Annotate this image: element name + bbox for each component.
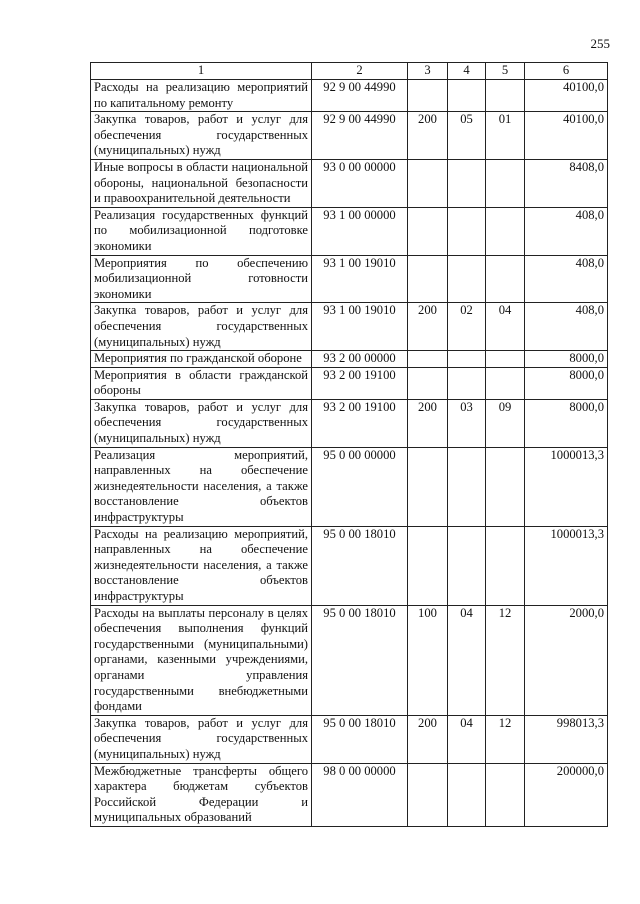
row-col5: [486, 351, 525, 368]
row-col3: 100: [408, 605, 448, 715]
row-col3: 200: [408, 715, 448, 763]
row-name: Закупка товаров, работ и услуг для обеспечения государственных (муниципальных) нужд: [91, 112, 312, 160]
row-col3: 200: [408, 112, 448, 160]
table-row: [91, 367, 608, 399]
row-name: Межбюджетные трансферты общего характера бюджетам субъектов Российской Федерации и муниципальных образований: [91, 763, 312, 826]
row-col4: 04: [448, 715, 486, 763]
row-amount: 998013,3: [525, 715, 608, 763]
row-name: Реализация мероприятий, направленных на обеспечение жизнедеятельности населения, а также восстановление объектов инфраструктуры: [91, 447, 312, 526]
row-col4: [448, 367, 486, 399]
header-row: [91, 63, 608, 80]
row-col4: [448, 526, 486, 605]
column-header-3: 3: [408, 63, 448, 80]
table-row: [91, 303, 608, 351]
row-name: Расходы на реализацию мероприятий по капитальному ремонту: [91, 80, 312, 112]
row-col5: [486, 207, 525, 255]
row-amount: 408,0: [525, 303, 608, 351]
row-amount: 408,0: [525, 255, 608, 303]
row-amount: 40100,0: [525, 112, 608, 160]
row-col4: 04: [448, 605, 486, 715]
row-col3: [408, 255, 448, 303]
row-code: 92 9 00 44990: [312, 112, 408, 160]
row-col4: [448, 351, 486, 368]
row-code: 95 0 00 00000: [312, 447, 408, 526]
row-col5: [486, 526, 525, 605]
row-col5: [486, 159, 525, 207]
table-row: [91, 351, 608, 368]
table-row: [91, 80, 608, 112]
row-code: 93 1 00 00000: [312, 207, 408, 255]
table-row: [91, 763, 608, 826]
row-code: 93 1 00 19010: [312, 255, 408, 303]
row-col4: [448, 207, 486, 255]
row-name: Мероприятия по обеспечению мобилизационной готовности экономики: [91, 255, 312, 303]
row-amount: 8000,0: [525, 399, 608, 447]
row-name: Иные вопросы в области национальной обороны, национальной безопасности и правоохранительной деятельности: [91, 159, 312, 207]
row-col4: 05: [448, 112, 486, 160]
table-row: [91, 605, 608, 715]
page-number: 255: [590, 36, 610, 51]
row-amount: 8408,0: [525, 159, 608, 207]
row-amount: 1000013,3: [525, 526, 608, 605]
row-amount: 8000,0: [525, 367, 608, 399]
row-name: Мероприятия в области гражданской обороны: [91, 367, 312, 399]
row-col5: 04: [486, 303, 525, 351]
row-name: Закупка товаров, работ и услуг для обеспечения государственных (муниципальных) нужд: [91, 399, 312, 447]
row-code: 93 2 00 00000: [312, 351, 408, 368]
row-col5: [486, 367, 525, 399]
row-col5: [486, 255, 525, 303]
column-header-6: 6: [525, 63, 608, 80]
table-row: [91, 526, 608, 605]
budget-table: [90, 62, 608, 827]
table-row: [91, 159, 608, 207]
row-name: Закупка товаров, работ и услуг для обеспечения государственных (муниципальных) нужд: [91, 303, 312, 351]
row-code: 95 0 00 18010: [312, 715, 408, 763]
row-name: Закупка товаров, работ и услуг для обеспечения государственных (муниципальных) нужд: [91, 715, 312, 763]
row-col3: [408, 447, 448, 526]
row-col3: 200: [408, 399, 448, 447]
row-code: 93 0 00 00000: [312, 159, 408, 207]
row-code: 98 0 00 00000: [312, 763, 408, 826]
table-row: [91, 112, 608, 160]
row-amount: 2000,0: [525, 605, 608, 715]
row-col4: [448, 80, 486, 112]
row-col5: [486, 447, 525, 526]
row-code: 93 2 00 19100: [312, 367, 408, 399]
table-row: [91, 447, 608, 526]
row-col5: 12: [486, 605, 525, 715]
row-code: 93 1 00 19010: [312, 303, 408, 351]
row-col3: [408, 80, 448, 112]
row-name: Расходы на реализацию мероприятий, направленных на обеспечение жизнедеятельности населения, а также восстановление объектов инфраструктуры: [91, 526, 312, 605]
row-col3: [408, 526, 448, 605]
row-name: Реализация государственных функций по мобилизационной подготовке экономики: [91, 207, 312, 255]
row-amount: 1000013,3: [525, 447, 608, 526]
column-header-2: 2: [312, 63, 408, 80]
row-col4: [448, 255, 486, 303]
row-name: Мероприятия по гражданской обороне: [91, 351, 312, 368]
row-col4: [448, 159, 486, 207]
row-col3: [408, 763, 448, 826]
row-col5: 01: [486, 112, 525, 160]
row-amount: 200000,0: [525, 763, 608, 826]
row-col4: [448, 763, 486, 826]
table-body: [91, 63, 608, 827]
row-code: 92 9 00 44990: [312, 80, 408, 112]
row-amount: 408,0: [525, 207, 608, 255]
column-header-1: 1: [91, 63, 312, 80]
row-amount: 8000,0: [525, 351, 608, 368]
row-code: 95 0 00 18010: [312, 605, 408, 715]
row-code: 95 0 00 18010: [312, 526, 408, 605]
row-col3: [408, 159, 448, 207]
row-col5: [486, 80, 525, 112]
row-col5: 12: [486, 715, 525, 763]
row-col3: 200: [408, 303, 448, 351]
table-row: [91, 399, 608, 447]
column-header-4: 4: [448, 63, 486, 80]
table-row: [91, 207, 608, 255]
row-col3: [408, 207, 448, 255]
row-col4: 02: [448, 303, 486, 351]
row-col5: 09: [486, 399, 525, 447]
row-name: Расходы на выплаты персоналу в целях обеспечения выполнения функций государственными (муниципальными) органами, казенными учреждениями, органами управления государственными внебюджетными фондами: [91, 605, 312, 715]
row-col3: [408, 351, 448, 368]
row-col3: [408, 367, 448, 399]
row-code: 93 2 00 19100: [312, 399, 408, 447]
row-col5: [486, 763, 525, 826]
row-amount: 40100,0: [525, 80, 608, 112]
table-row: [91, 715, 608, 763]
table-row: [91, 255, 608, 303]
column-header-5: 5: [486, 63, 525, 80]
row-col4: 03: [448, 399, 486, 447]
row-col4: [448, 447, 486, 526]
